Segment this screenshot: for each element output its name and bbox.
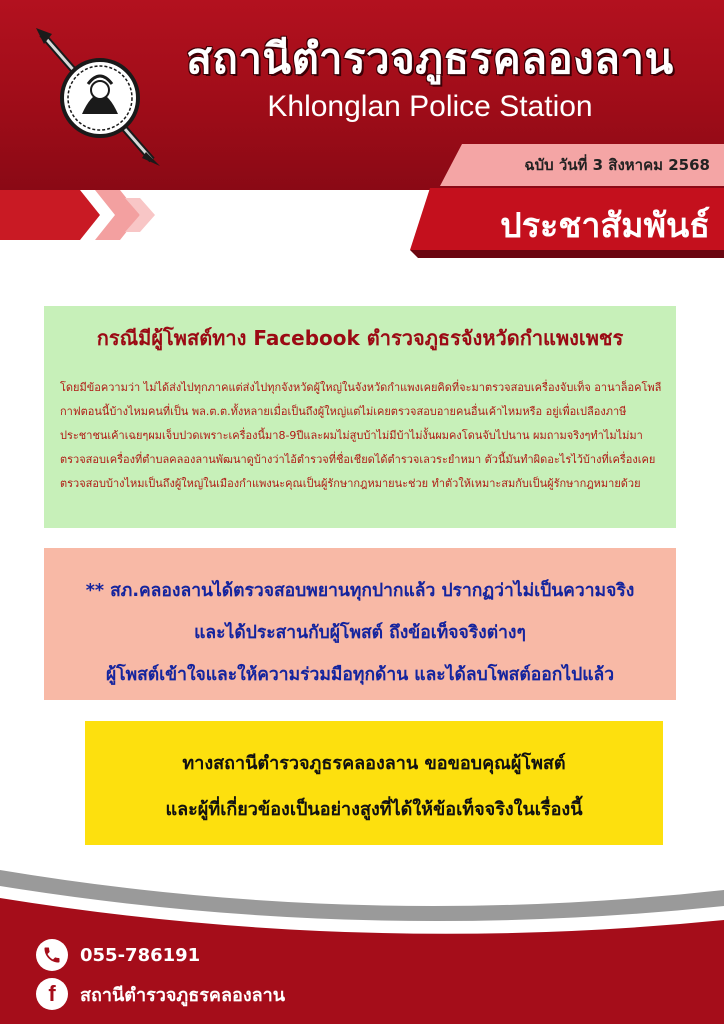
result-line-1: ** สภ.คลองลานได้ตรวจสอบพยานทุกปากแล้ว ปรากฏว่าไม่เป็นความจริง [85,581,635,601]
station-title-english: Khlonglan Police Station [267,90,593,123]
police-emblem-icon [34,28,164,168]
station-title-thai: สถานีตำรวจภูธรคลองลาน [186,34,674,83]
notice-title: กรณีมีผู้โพสต์ทาง Facebook ตำรวจภูธรจังหวัดกำแพงเพชร [96,326,624,350]
result-box [44,548,676,700]
result-line-3: ผู้โพสต์เข้าใจและให้ความร่วมมือทุกด้าน และได้ลบโพสต์ออกไปแล้ว [105,665,615,685]
notice-box [44,306,676,528]
facebook-contact[interactable] [36,977,285,1011]
phone-icon [36,939,68,971]
result-line-2: และได้ประสานกับผู้โพสต์ ถึงข้อเท็จจริงต่างๆ [194,623,526,643]
pr-label: ประชาสัมพันธ์ [500,206,710,246]
phone-number: 055-786191 [80,944,201,966]
issue-date: ฉบับ วันที่ 3 สิงหาคม 2568 [524,156,710,174]
thanks-line-2: และผู้ที่เกี่ยวข้องเป็นอย่างสูงที่ได้ให้ข้อเท็จจริงในเรื่องนี้ [165,799,583,820]
facebook-page-name: สถานีตำรวจภูธรคลองลาน [80,984,286,1006]
facebook-icon: f [36,978,68,1010]
thanks-box [85,721,663,845]
thanks-line-1: ทางสถานีตำรวจภูธรคลองลาน ขอขอบคุณผู้โพสต์ [182,753,566,774]
notice-body: โดยมีข้อความว่า ไม่ได้ส่งไปทุกภาคแต่ส่งไปทุกจังหวัดผู้ใหญ่ในจังหวัดกำแพงเคยคิดที่จะมาตรวจสอบเครื่องจับเท็จ อานาล็อคโพลีกาฟตอนนี้บ้างไหมคนที่เป็น พล.ต.ต.ทั้งหลายเมื่อเป็นถึงผู้ใหญ่แต่ไม่เคยตรวจสอบอายคนอื่นเค้าไหมหรือ อยู่เพื่อเปลืองภาษีประชาชนเค้าเฉยๆผมเจ็บปวดเพราะเครื่องนี้มา8-9ปีและผมไม่สูบบ้าไม่มีบ้าไม่งั้นผมคงโดนจับไปนาน ผมถามจริงๆทำไมไม่มาตรวจสอบเครื่องที่ตำบลคลองลานพัฒนาดูบ้างว่าไอ้ตำรวจที่ชื่อเชียดได้ตำรวจเลวระยำหมา ตัวนี้มันทำผิดอะไรไว้บ้างที่เครื่องเคยตรวจสอบบ้างไหมเป็นถึงผู้ใหญ่ในเมืองกำแพงนะคุณเป็นผู้รักษากฎหมายนะช่วย ทำตัวให้เหมาะสมกับเป็นผู้รักษากฎหมายด้วย [60,381,662,490]
decorative-arrows [0,190,200,250]
phone-contact[interactable] [36,938,200,972]
